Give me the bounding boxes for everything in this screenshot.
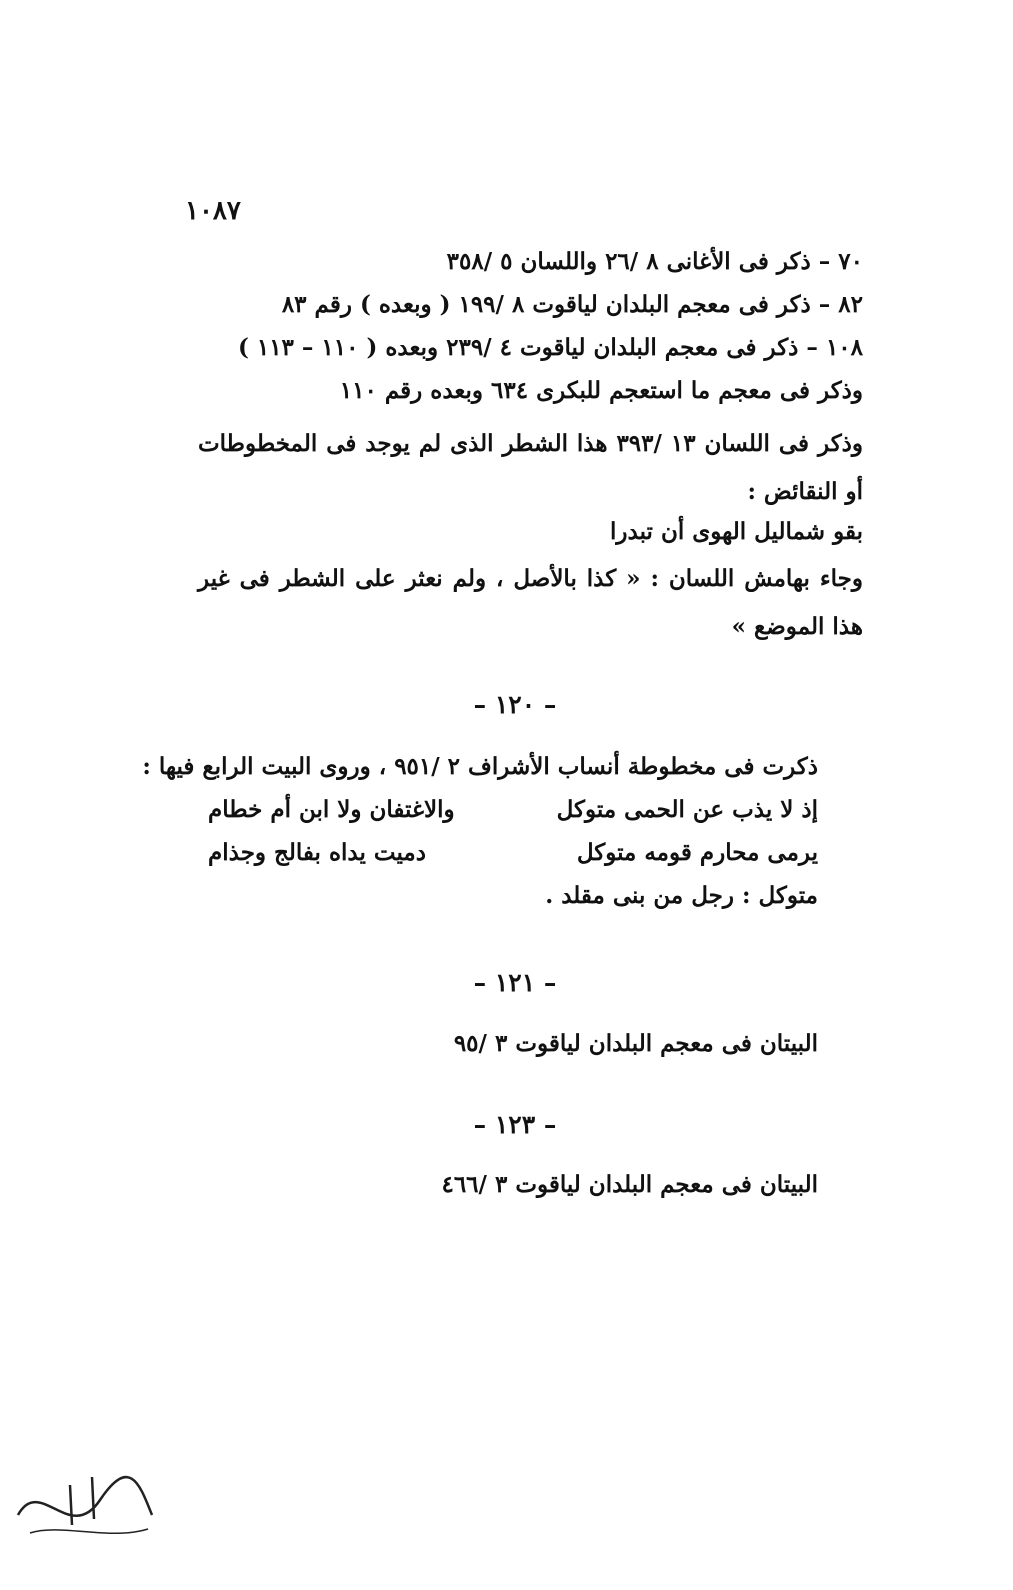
note-hemistich xyxy=(163,510,863,553)
section-120-heading: – ١٢٠ – xyxy=(473,690,557,719)
note-margin: وجاء بهامش اللسان : « كذا بالأصل ، ولم نعثر على الشطر فى غير هذا الموضع » xyxy=(198,565,863,640)
verse-1-first-hemistich: إذ لا يذب عن الحمى متوكل xyxy=(556,796,818,823)
hemistich-text: بقو شماليل الهوى أن تبدرا xyxy=(610,518,863,545)
section-123-text: البيتان فى معجم البلدان لياقوت ٣ /٤٦٦ xyxy=(441,1171,818,1198)
section-120-body xyxy=(142,745,818,917)
notes-block xyxy=(163,240,863,412)
section-123-body xyxy=(198,1163,818,1206)
section-121-text: البيتان فى معجم البلدان لياقوت ٣ /٩٥ xyxy=(453,1030,818,1057)
verse-line-1 xyxy=(208,788,818,831)
section-121-heading: – ١٢١ – xyxy=(473,968,557,997)
note-line-108: ١٠٨ – ذكر فى معجم البلدان لياقوت ٤ /٢٣٩ وبعده ( ١١٠ – ١١٣ ) xyxy=(237,334,863,361)
verse-1-second-hemistich: والاغتفان ولا ابن أم خطام xyxy=(208,796,455,823)
calligraphy-watermark xyxy=(10,1455,160,1555)
section-123-heading: – ١٢٣ – xyxy=(473,1110,557,1139)
note-lisan: وذكر فى اللسان ١٣ /٣٩٣ هذا الشطر الذى لم يوجد فى المخطوطات أو النقائض : xyxy=(198,430,863,505)
page-number: ١٠٨٧ xyxy=(185,196,241,226)
note-line-bakri: وذكر فى معجم ما استعجم للبكرى ٦٣٤ وبعده رقم ١١٠ xyxy=(339,377,863,404)
note-line-82: ٨٢ – ذكر فى معجم البلدان لياقوت ٨ /١٩٩ ( وبعده ) رقم ٨٣ xyxy=(281,291,863,318)
section-120-note: متوكل : رجل من بنى مقلد . xyxy=(545,882,818,909)
verse-2-first-hemistich: يرمى محارم قومه متوكل xyxy=(576,839,818,866)
watermark-flourish-icon xyxy=(10,1455,160,1555)
section-120-intro: ذكرت فى مخطوطة أنساب الأشراف ٢ /٩٥١ ، وروى البيت الرابع فيها : xyxy=(142,753,818,780)
verse-line-2 xyxy=(208,831,818,874)
verse-2-second-hemistich: دميت يداه بفالج وجذام xyxy=(208,839,426,866)
section-121-body xyxy=(198,1022,818,1065)
note-line-70: ٧٠ – ذكر فى الأغانى ٨ /٢٦ واللسان ٥ /٣٥٨ xyxy=(446,248,863,275)
